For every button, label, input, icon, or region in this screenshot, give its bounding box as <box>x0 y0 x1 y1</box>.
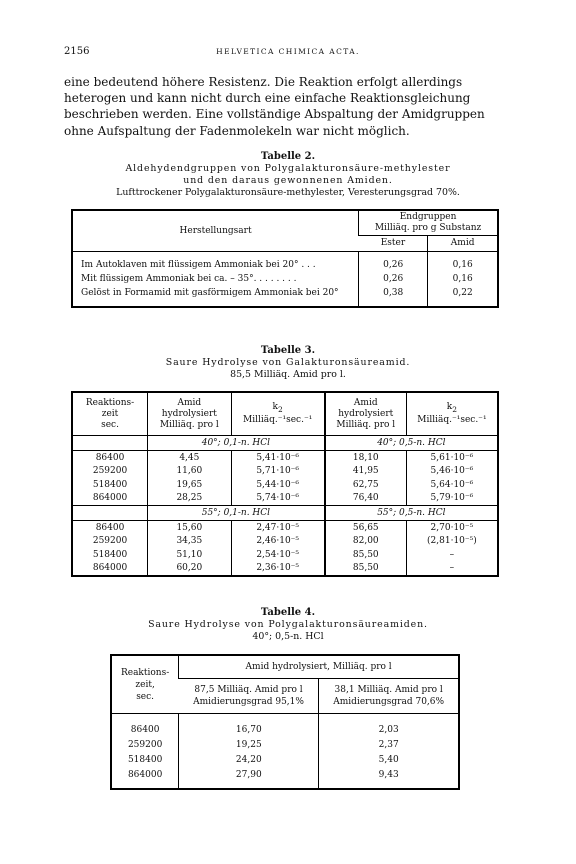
table-row <box>111 767 459 789</box>
cell-ester: 0,26 <box>359 258 428 272</box>
table4-caption <box>40 607 536 643</box>
header-line: hydrolysiert <box>338 408 394 419</box>
journal-title: HELVETICA CHIMICA ACTA. <box>216 47 360 56</box>
cell-k: 5,44·10⁻⁶ <box>231 478 325 492</box>
table2-caption <box>40 151 536 199</box>
row-label: Im Autoklaven mit flüssigem Ammoniak bei 20° . . . <box>81 259 316 270</box>
header-line: sec. <box>101 419 119 430</box>
cell-k: 5,74·10⁻⁶ <box>231 492 325 506</box>
table-row <box>72 286 498 300</box>
table4-header-left <box>179 679 319 714</box>
table2-header-endgruppen <box>359 210 498 235</box>
table-row <box>72 562 498 577</box>
header-line: Reaktions- <box>85 397 135 408</box>
table3-header-k <box>231 392 325 436</box>
table-row <box>72 272 498 286</box>
cell-amid: 60,20 <box>148 562 232 577</box>
table4-header-row <box>111 655 459 679</box>
cell-amid: 0,22 <box>428 286 498 300</box>
table-row <box>72 465 498 479</box>
table2-subtitle: und den daraus gewonnenen Amiden. <box>183 175 393 186</box>
header-line: Milliäq.⁻¹sec.⁻¹ <box>417 414 487 425</box>
cell-amid: 62,75 <box>325 478 407 492</box>
cell-zeit: 864000 <box>127 769 163 780</box>
header-line: sec. <box>136 691 155 702</box>
cell-amid: 34,35 <box>148 535 232 549</box>
table4-note: 40°; 0,5-n. HCl <box>252 631 324 642</box>
cell-zeit: 86400 <box>95 452 125 463</box>
table2-note: Lufttrockener Polygalakturonsäure-methylester, Veresterungsgrad 70%. <box>116 187 460 198</box>
condition-row <box>72 436 498 451</box>
cell-k: – <box>406 562 498 577</box>
table2-header-amid: Amid <box>428 235 498 251</box>
table-row <box>72 258 498 272</box>
table4-subtitle: Saure Hydrolyse von Polygalakturonsäureamiden. <box>148 619 428 630</box>
cell-amid: 19,65 <box>148 478 232 492</box>
cell-amid-left: 19,25 <box>179 737 319 752</box>
cell-amid: 85,50 <box>325 548 407 562</box>
cell-k: 5,79·10⁻⁶ <box>406 492 498 506</box>
cell-amid: 18,10 <box>325 451 407 465</box>
table2 <box>71 209 499 308</box>
row-label: Gelöst in Formamid mit gasförmigem Ammoniak bei 20° <box>81 287 339 298</box>
table3-note: 85,5 Milliäq. Amid pro l. <box>230 369 346 380</box>
table3 <box>71 391 499 577</box>
cell-amid: 15,60 <box>148 521 232 535</box>
intro-line: ohne Aufspaltung der Fadenmolekeln war nicht möglich. <box>64 123 410 138</box>
cell-amid: 76,40 <box>325 492 407 506</box>
table3-header-row <box>72 392 498 436</box>
table4-header-right <box>319 679 459 714</box>
header-line: zeit <box>101 408 119 419</box>
cell-k: 5,41·10⁻⁶ <box>231 451 325 465</box>
cell-amid: 28,25 <box>148 492 232 506</box>
cell-zeit: 259200 <box>92 466 128 477</box>
table4-title: Tabelle 4. <box>260 607 316 618</box>
cell-k: – <box>406 548 498 562</box>
condition-label: 55°; 0,1-n. HCl <box>148 506 325 521</box>
cell-zeit: 86400 <box>130 724 160 735</box>
table4 <box>110 654 460 790</box>
table3-header-zeit <box>72 392 148 436</box>
cell-amid-left: 16,70 <box>179 722 319 737</box>
cell-ester: 0,38 <box>359 286 428 300</box>
header-line: Amid <box>353 397 378 408</box>
table-row <box>72 451 498 465</box>
header-line: 87,5 Milliäq. Amid pro l <box>194 685 303 695</box>
table2-header-endgruppen-line: Endgruppen <box>399 211 457 222</box>
header-line: zeit, <box>135 679 155 690</box>
table-row <box>111 722 459 737</box>
cell-amid-left: 27,90 <box>179 767 319 789</box>
page-number: 2156 <box>64 46 90 57</box>
cell-k: 2,36·10⁻⁵ <box>231 562 325 577</box>
cell-amid-right: 5,40 <box>319 752 459 767</box>
condition-row <box>72 506 498 521</box>
cell-zeit: 518400 <box>92 549 128 560</box>
cell-amid-right: 2,37 <box>319 737 459 752</box>
cell-ester: 0,26 <box>359 272 428 286</box>
cell-zeit: 864000 <box>72 492 148 506</box>
k-subscript: 2 <box>452 404 458 414</box>
running-header <box>64 46 512 60</box>
k-symbol: k <box>272 402 279 413</box>
table-row <box>72 492 498 506</box>
cell-amid: 85,50 <box>325 562 407 577</box>
table3-caption <box>40 345 536 381</box>
table-row <box>72 478 498 492</box>
cell-k: 5,71·10⁻⁶ <box>231 465 325 479</box>
condition-label: 55°; 0,5-n. HCl <box>325 506 498 521</box>
table3-title: Tabelle 3. <box>260 345 316 356</box>
intro-line: heterogen und kann nicht durch eine einfache Reaktionsgleichung <box>64 91 471 106</box>
cell-k: (2,81·10⁻⁵) <box>406 535 498 549</box>
cell-zeit: 86400 <box>95 522 125 533</box>
header-line: Reaktions- <box>120 667 170 678</box>
cell-zeit: 518400 <box>127 754 163 765</box>
cell-k: 2,47·10⁻⁵ <box>231 521 325 535</box>
table4-header-zeit <box>111 655 179 714</box>
cell-zeit: 259200 <box>92 536 128 547</box>
cell-k: 2,70·10⁻⁵ <box>406 521 498 535</box>
cell-amid: 82,00 <box>325 535 407 549</box>
cell-zeit: 864000 <box>92 563 128 574</box>
intro-line: eine bedeutend höhere Resistenz. Die Reaktion erfolgt allerdings <box>64 75 463 89</box>
header-line: Milliäq. pro l <box>336 419 396 430</box>
header-line: Milliäq.⁻¹sec.⁻¹ <box>243 414 313 425</box>
cell-amid-right: 2,03 <box>319 722 459 737</box>
cell-amid-right: 9,43 <box>319 767 459 789</box>
table2-header-endgruppen-line: Milliäq. pro g Substanz <box>374 222 482 233</box>
table2-subtitle: Aldehydendgruppen von Polygalakturonsäure-methylester <box>125 163 451 174</box>
header-line: Amidierungsgrad 70,6% <box>333 697 445 707</box>
cell-amid: 0,16 <box>428 258 498 272</box>
cell-amid-left: 24,20 <box>179 752 319 767</box>
table2-header-herstellung: Herstellungsart <box>72 210 359 251</box>
k-subscript: 2 <box>278 404 283 414</box>
table-row <box>72 521 498 535</box>
table-row <box>72 548 498 562</box>
table2-header-ester: Ester <box>359 235 428 251</box>
k-symbol: k <box>446 402 453 413</box>
header-line: hydrolysiert <box>161 408 217 419</box>
cell-amid: 11,60 <box>148 465 232 479</box>
cell-k: 2,46·10⁻⁵ <box>231 535 325 549</box>
header-line: 38,1 Milliäq. Amid pro l <box>334 685 443 695</box>
cell-amid: 51,10 <box>148 548 232 562</box>
table3-header-amid <box>148 392 232 436</box>
condition-label: 40°; 0,5-n. HCl <box>325 436 498 451</box>
table-row <box>111 752 459 767</box>
table3-subtitle: Saure Hydrolyse von Galakturonsäureamid. <box>165 357 411 368</box>
cell-k: 5,61·10⁻⁶ <box>406 451 498 465</box>
row-label: Mit flüssigem Ammoniak bei ca. – 35°. . . . . . . . <box>81 273 297 284</box>
table4-header-group: Amid hydrolysiert, Milliäq. pro l <box>179 655 459 679</box>
header-line <box>407 402 497 415</box>
table2-title: Tabelle 2. <box>260 151 316 162</box>
cell-k: 5,46·10⁻⁶ <box>406 465 498 479</box>
table-row <box>72 535 498 549</box>
cell-zeit: 259200 <box>127 739 163 750</box>
cell-k: 2,54·10⁻⁵ <box>231 548 325 562</box>
condition-label: 40°; 0,1-n. HCl <box>148 436 325 451</box>
cell-k: 5,64·10⁻⁶ <box>406 478 498 492</box>
intro-line: beschrieben werden. Eine vollständige Abspaltung der Amidgruppen <box>64 107 485 122</box>
header-line: Amidierungsgrad 95,1% <box>193 697 304 707</box>
table3-header-k <box>406 392 498 436</box>
cell-amid: 4,45 <box>148 451 232 465</box>
cell-amid: 41,95 <box>325 465 407 479</box>
header-line: Milliäq. pro l <box>159 419 219 430</box>
header-line: Amid <box>177 397 202 408</box>
header-line <box>232 402 324 415</box>
table3-header-amid <box>325 392 407 436</box>
intro-paragraph <box>64 74 512 139</box>
cell-amid: 56,65 <box>325 521 407 535</box>
cell-zeit: 518400 <box>92 479 128 490</box>
cell-amid: 0,16 <box>428 272 498 286</box>
table-row <box>111 737 459 752</box>
